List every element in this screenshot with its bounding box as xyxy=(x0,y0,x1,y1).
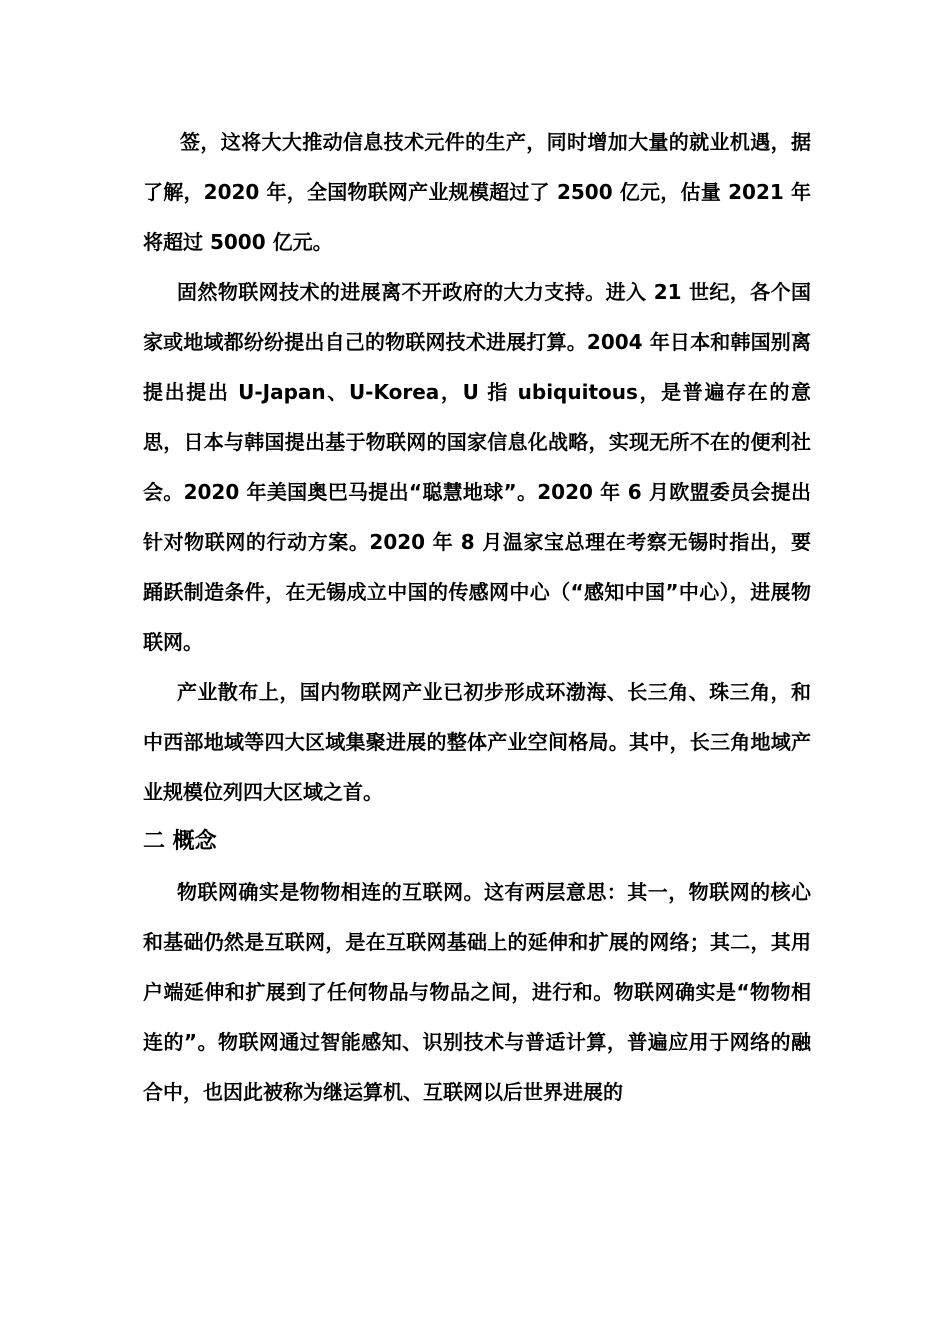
section-heading: 二 概念 xyxy=(143,829,217,854)
body-paragraph: 产业散布上，国内物联网产业已初步形成环渤海、长三角、珠三角，和中西部地域等四大区域集聚进展的整体产业空间格局。其中，长三角地域产业规模位列四大区域之首。 xyxy=(143,680,811,804)
document-body xyxy=(143,117,811,1117)
body-paragraph: 物联网确实是物物相连的互联网。这有两层意思：其一，物联网的核心和基础仍然是互联网，是在互联网基础上的延伸和扩展的网络；其二，其用户端延伸和扩展到了任何物品与物品之间，进行和。物联网确实是“物物相连的”。物联网通过智能感知、识别技术与普适计算，普遍应用于网络的融合中，也因此被称为继运算机、互联网以后世界进展的 xyxy=(143,880,811,1104)
body-paragraph: 签，这将大大推动信息技术元件的生产，同时增加大量的就业机遇，据了解，2020 年，全国物联网产业规模超过了 2500 亿元，估量 2021 年将超过 5000 亿元。 xyxy=(143,130,811,254)
body-paragraph: 固然物联网技术的进展离不开政府的大力支持。进入 21 世纪，各个国家或地域都纷纷提出自己的物联网技术进展打算。2004 年日本和韩国别离提出提出 U-Japan、U-Korea，U 指 ubiquitous，是普遍存在的意思，日本与韩国提出基于物联网的国家信息化战略，实现无所不在的便利社会。2020 年美国奥巴马提出“聪慧地球”。2020 年 6 月欧盟委员会提出针对物联网的行动方案。2020 年 8 月温家宝总理在考察无锡时指出，要踊跃制造条件，在无锡成立中国的传感网中心（“感知中国”中心），进展物联网。 xyxy=(143,280,811,654)
